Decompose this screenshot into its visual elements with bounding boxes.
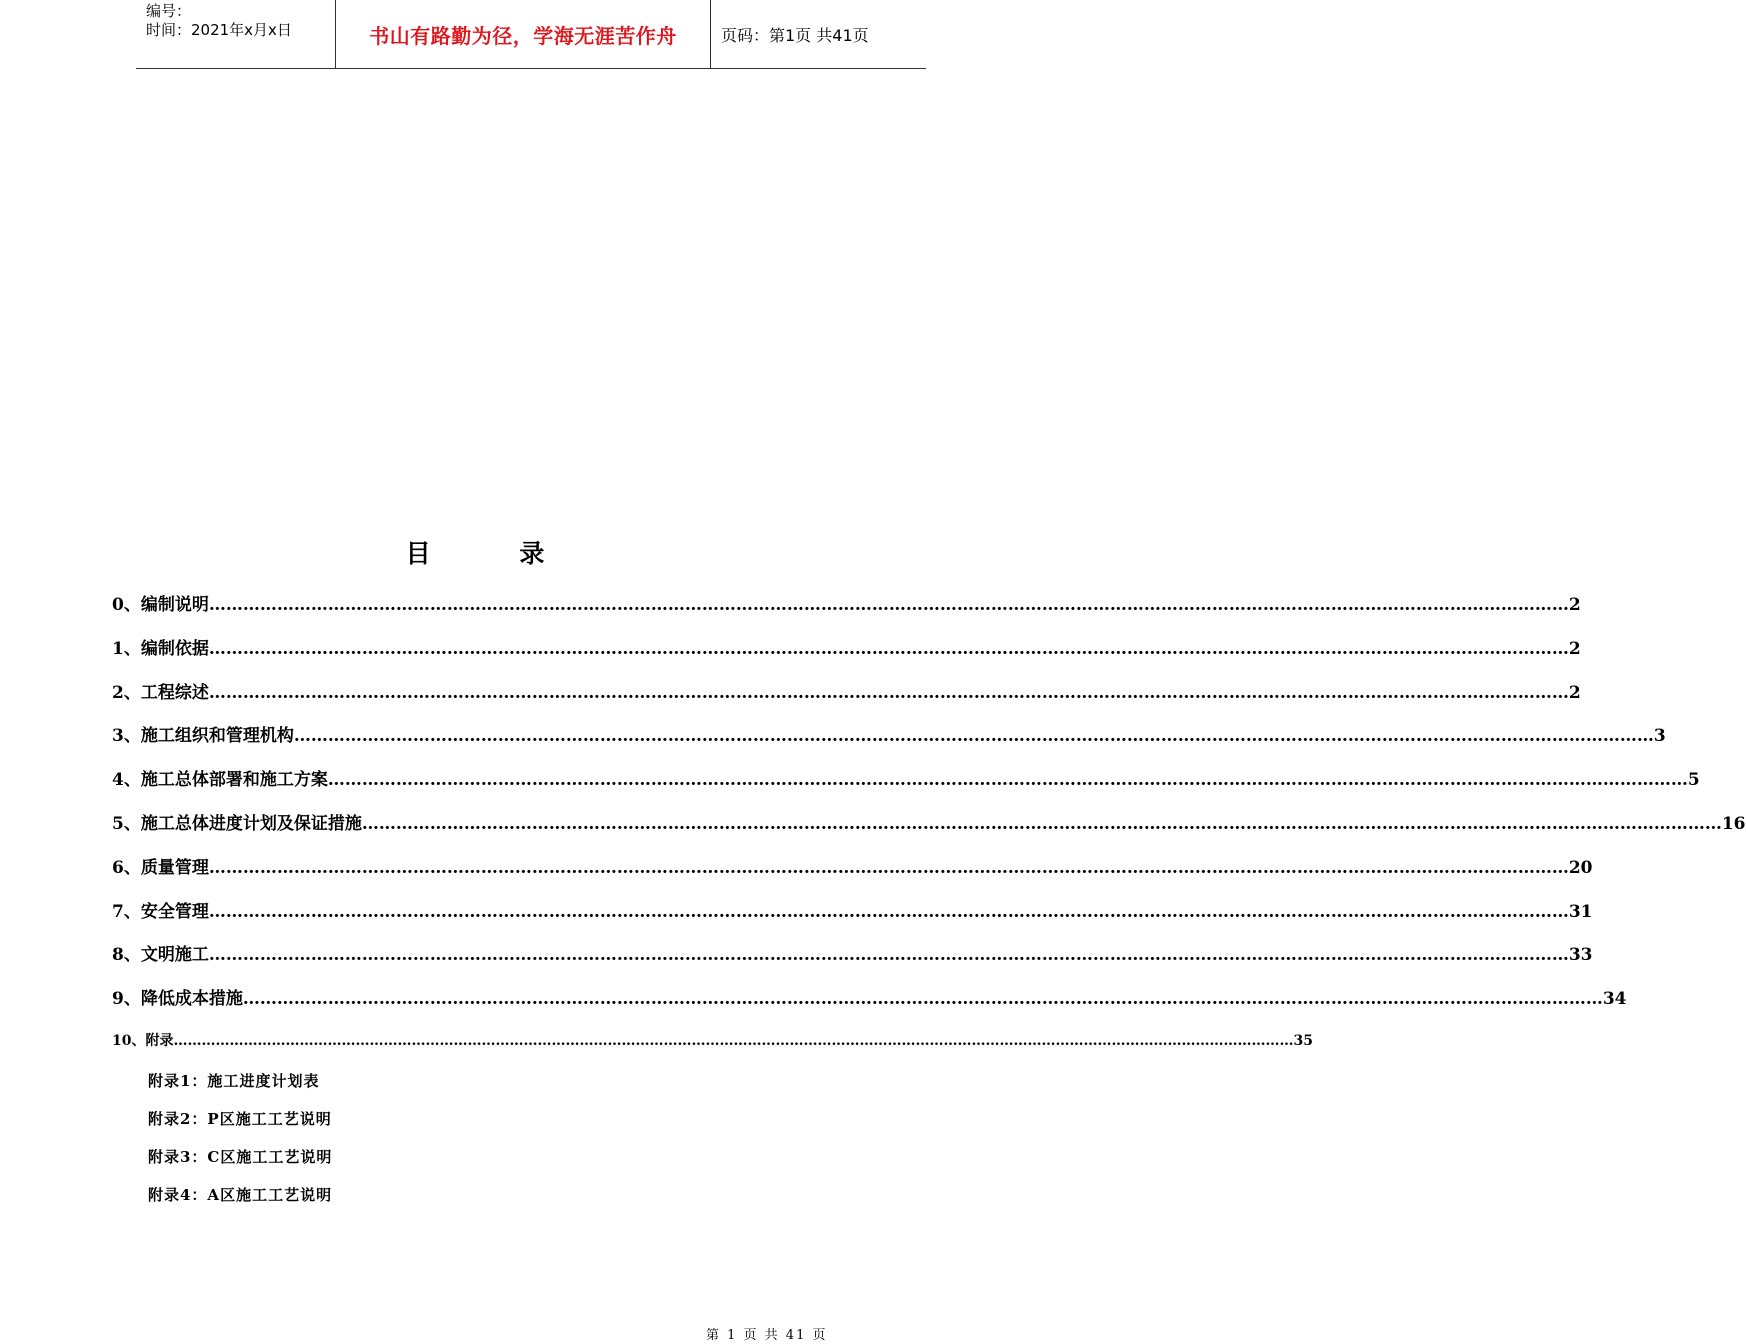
- toc-item[interactable]: [112, 1030, 1313, 1066]
- appendix-item: 附录4：A区施工工艺说明: [148, 1186, 333, 1204]
- toc-item-page: 33: [1568, 945, 1593, 966]
- toc-leader-dots: ……………………………………………………………………………………………………………………………………………………………………………………………………………………: [361, 813, 1722, 834]
- toc-item[interactable]: [112, 853, 1593, 897]
- toc-leader-dots: ……………………………………………………………………………………………………………………………………………………………………………………………………………………: [327, 770, 1688, 791]
- toc-leader-dots: ……………………………………………………………………………………………………………………………………………………………………………………………………………………: [208, 945, 1569, 966]
- toc-item-label: 3、施工组织和管理机构: [112, 726, 294, 747]
- toc-leader-dots: ……………………………………………………………………………………………………………………………………………………………………………………………………………………: [242, 989, 1603, 1010]
- toc-title: 目 录: [405, 539, 585, 568]
- toc-item-page: 16: [1721, 813, 1746, 834]
- number-label: 编号：: [146, 2, 192, 20]
- table-of-contents: [112, 590, 1746, 1066]
- toc-item-page: 20: [1568, 857, 1593, 878]
- toc-item-page: 2: [1568, 638, 1581, 659]
- toc-leader-dots: ……………………………………………………………………………………………………………………………………………………………………………………………………………………: [208, 857, 1569, 878]
- toc-item-label: 0、编制说明: [112, 595, 209, 615]
- toc-item[interactable]: [112, 765, 1700, 809]
- toc-item-page: 3: [1653, 726, 1666, 747]
- page-header: [136, 0, 926, 69]
- toc-item-label: 1、编制依据: [112, 638, 209, 659]
- toc-item-label: 8、文明施工: [112, 945, 209, 966]
- toc-leader-dots: ……………………………………………………………………………………………………………………………………………………………………………………………………………………: [208, 901, 1569, 922]
- toc-item-page: 5: [1687, 770, 1700, 791]
- toc-leader-dots: ……………………………………………………………………………………………………………………………………………………………………………………………………………………: [173, 1032, 1294, 1049]
- toc-item[interactable]: [112, 984, 1627, 1028]
- toc-leader-dots: ……………………………………………………………………………………………………………………………………………………………………………………………………………………: [208, 682, 1569, 703]
- toc-leader-dots: ……………………………………………………………………………………………………………………………………………………………………………………………………………………: [208, 638, 1569, 659]
- toc-item-label: 4、施工总体部署和施工方案: [112, 770, 328, 791]
- time-label: 时间：2021年x月x日: [146, 21, 292, 39]
- appendix-item: 附录1：施工进度计划表: [148, 1072, 320, 1090]
- toc-item[interactable]: [112, 590, 1581, 634]
- header-motto: 书山有路勤为径，学海无涯苦作舟: [336, 0, 711, 68]
- appendix-item: 附录3：C区施工工艺说明: [148, 1148, 333, 1166]
- toc-item[interactable]: [112, 721, 1666, 765]
- toc-item-label: 10、附录: [112, 1032, 174, 1049]
- toc-item-label: 5、施工总体进度计划及保证措施: [112, 813, 362, 834]
- toc-item[interactable]: [112, 897, 1593, 941]
- header-info-cell: [136, 0, 336, 68]
- toc-item-label: 7、安全管理: [112, 901, 209, 922]
- toc-item-label: 9、降低成本措施: [112, 989, 243, 1010]
- page-footer: 第 1 页 共 41 页: [706, 1328, 828, 1343]
- appendix-item: 附录2：P区施工工艺说明: [148, 1110, 332, 1128]
- header-page-code: 页码：第1页 共41页: [721, 25, 869, 45]
- toc-item-page: 2: [1568, 682, 1581, 703]
- toc-item-label: 6、质量管理: [112, 857, 209, 878]
- toc-item[interactable]: [112, 940, 1593, 984]
- toc-leader-dots: ……………………………………………………………………………………………………………………………………………………………………………………………………………………: [293, 726, 1654, 747]
- toc-item-page: 31: [1568, 901, 1593, 922]
- toc-item[interactable]: [112, 809, 1746, 853]
- toc-item[interactable]: [112, 634, 1581, 678]
- toc-item-page: 34: [1602, 989, 1627, 1010]
- toc-leader-dots: ……………………………………………………………………………………………………………………………………………………………………………………………………………………: [208, 595, 1569, 615]
- toc-item-page: 2: [1568, 595, 1581, 615]
- toc-item-label: 2、工程综述: [112, 682, 209, 703]
- toc-item-page: 35: [1293, 1032, 1313, 1049]
- toc-item[interactable]: [112, 678, 1581, 722]
